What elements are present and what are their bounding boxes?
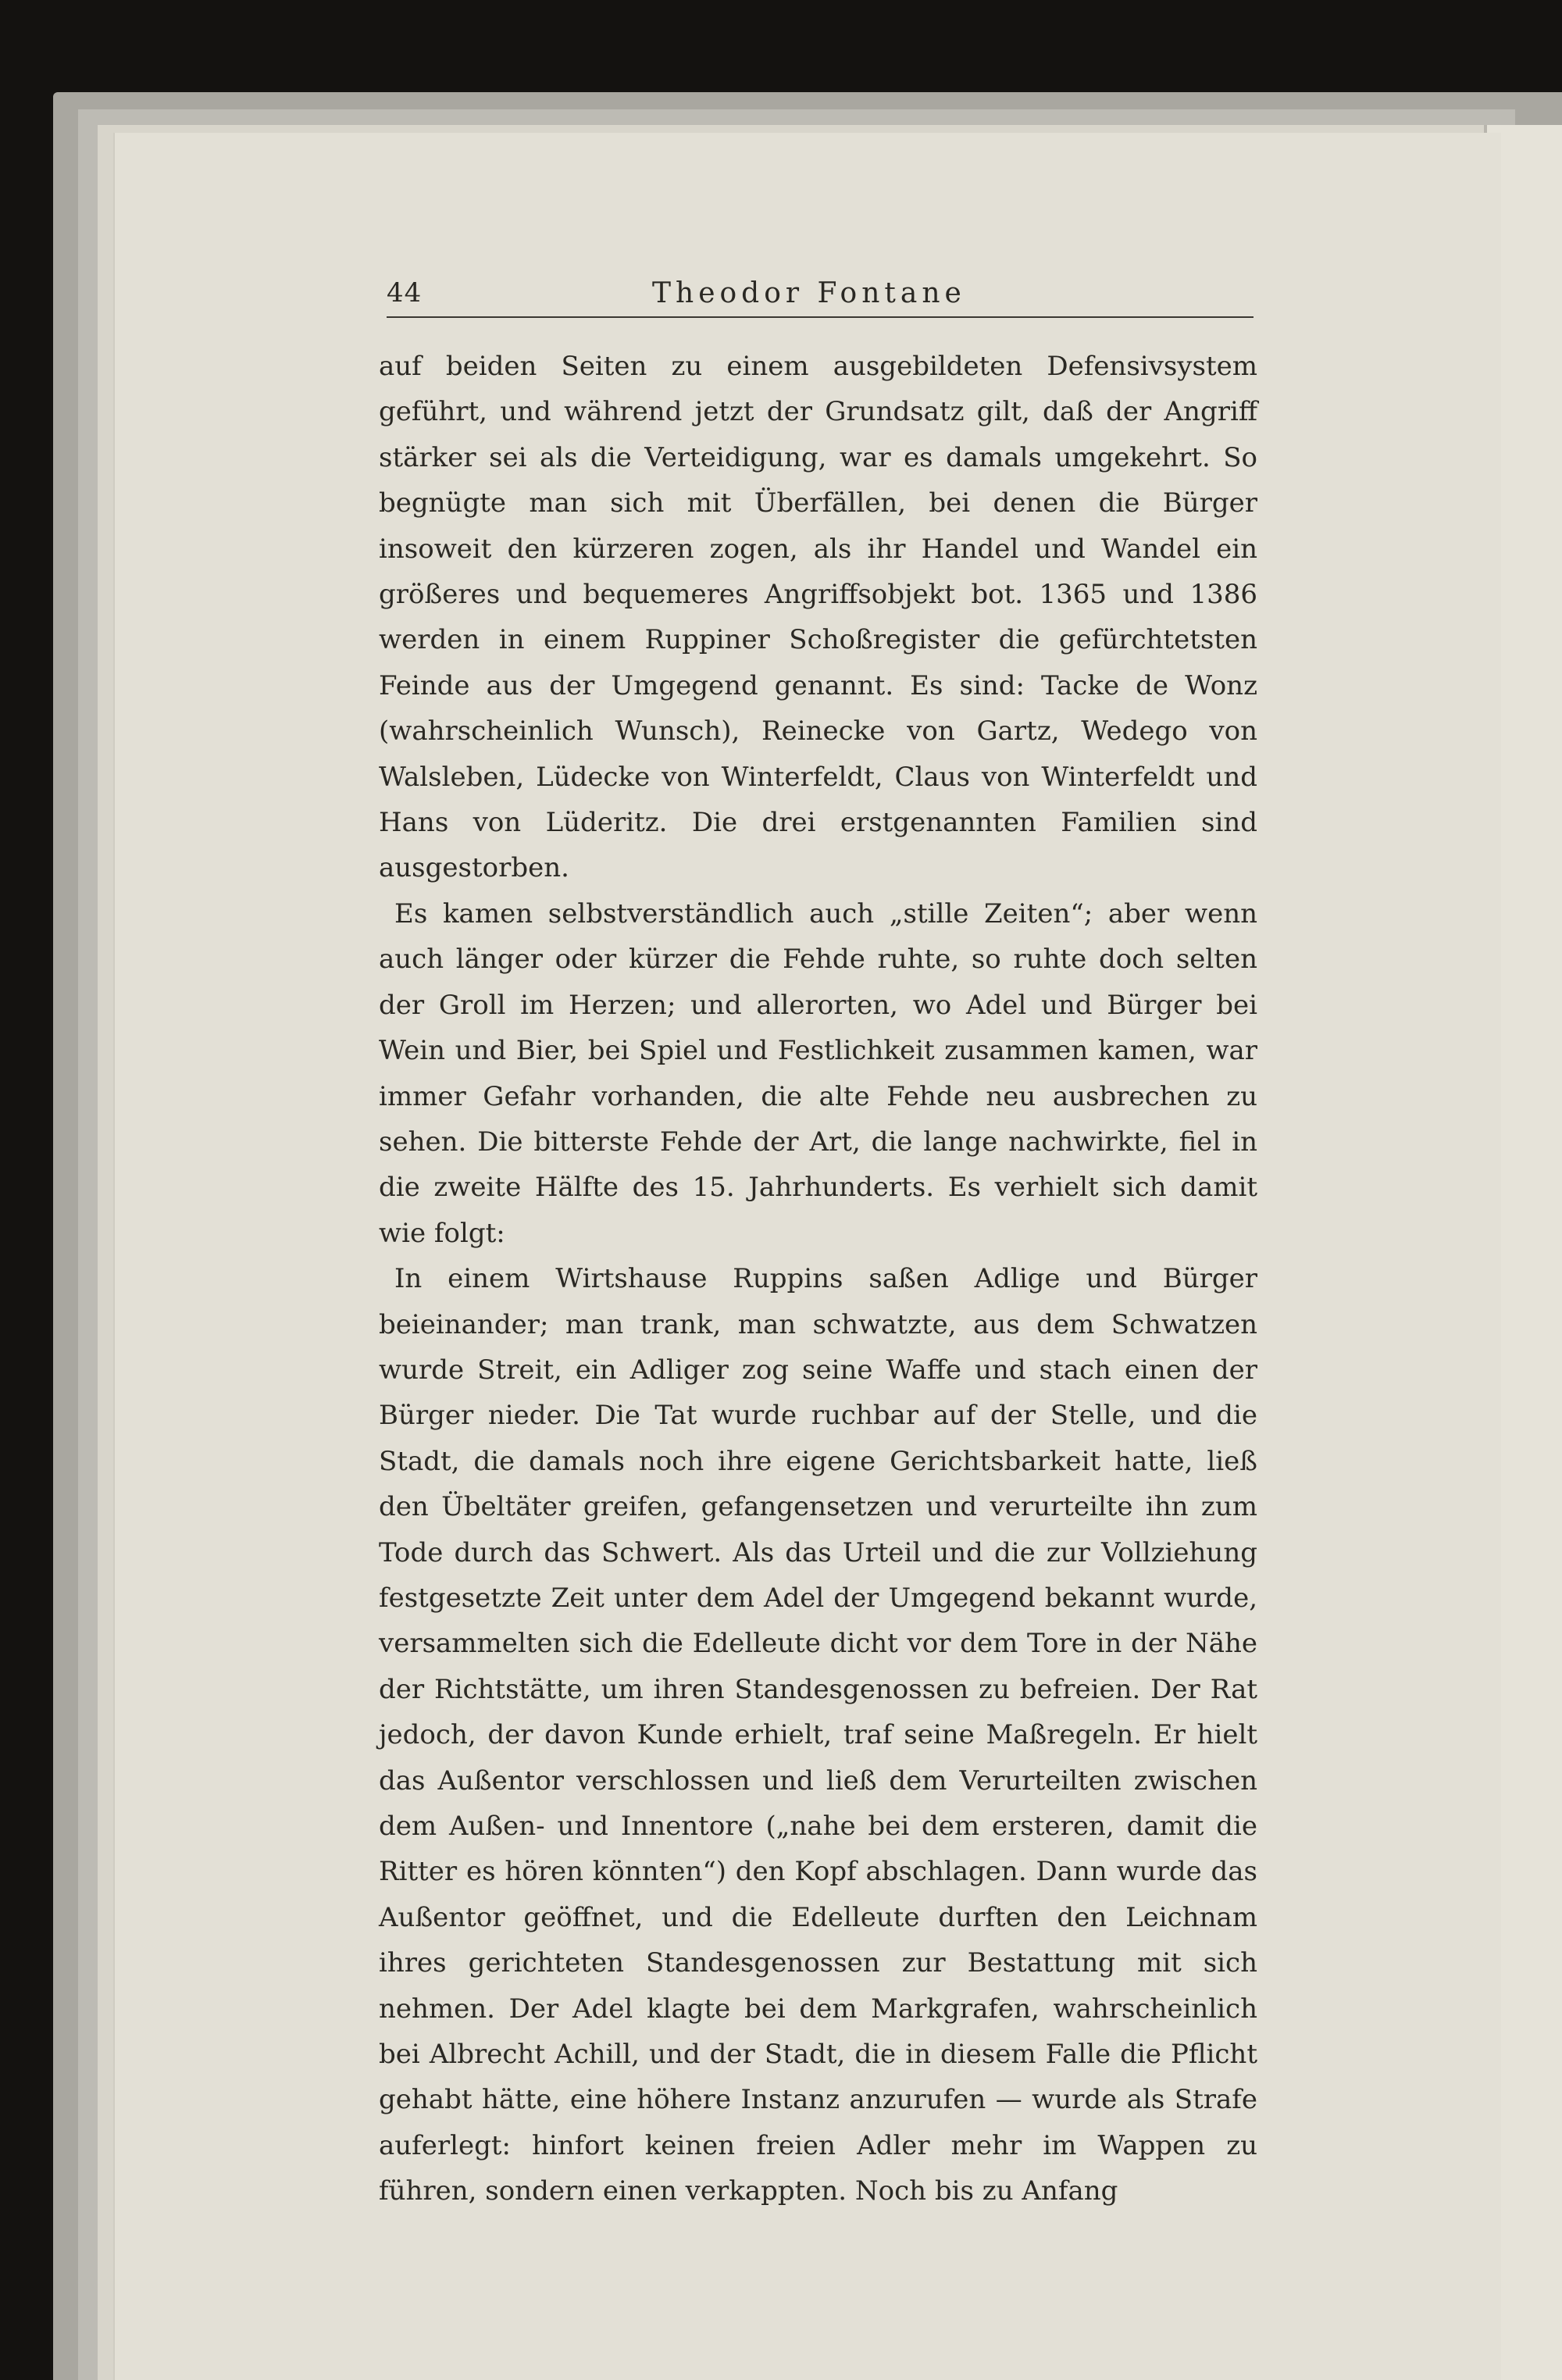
page-header bbox=[387, 277, 1254, 318]
page-number: 44 bbox=[387, 277, 423, 309]
running-head: Theodor Fontane bbox=[652, 277, 966, 309]
paragraph-3: In einem Wirtshause Ruppins saßen Adlige und Bürger beieinander; man trank, man schwatzte, aus dem Schwatzen wurde Streit, ein Adliger zog seine Waffe und stach einen der Bürger nieder. Die Tat wurde ruchbar auf der Stelle, und die Stadt, die damals noch ihre eigene Gerichtsbarkeit hatte, ließ den Übeltäter greifen, gefangensetzen und verurteilte ihn zum Tode durch das Schwert. Als das Urteil und die zur Vollziehung festgesetzte Zeit unter dem Adel der Umgegend bekannt wurde, versammelten sich die Edelleute dicht vor dem Tore in der Nähe der Richtstätte, um ihren Standesgenossen zu befreien. Der Rat jedoch, der davon Kunde erhielt, traf seine Maßregeln. Er hielt das Außentor verschlossen und ließ dem Verurteilten zwischen dem Außen- und Innentore („nahe bei dem ersteren, damit die Ritter es hören könnten“) den Kopf abschlagen. Dann wurde das Außentor geöffnet, und die Edelleute durften den Leichnam ihres gerichteten Standesgenossen zur Bestattung mit sich nehmen. Der Adel klagte bei dem Markgrafen, wahrscheinlich bei Albrecht Achill, und der Stadt, die in diesem Falle die Pflicht gehabt hätte, eine höhere Instanz anzurufen — wurde als Strafe auferlegt: hinfort keinen freien Adler mehr im Wappen zu führen, sondern einen verkappten. Noch bis zu Anfang bbox=[379, 1263, 1257, 2207]
body-text bbox=[379, 344, 1257, 2214]
paragraph-1: auf beiden Seiten zu einem ausgebildeten Defensivsystem geführt, und während jetzt der Grundsatz gilt, daß der Angriff stärker sei als die Verteidigung, war es damals umgekehrt. So begnügte man sich mit Überfällen, bei denen die Bürger insoweit den kürzeren zogen, als ihr Handel und Wandel ein größeres und bequemeres Angriffsobjekt bot. 1365 und 1386 werden in einem Ruppiner Schoßregister die gefürchtetsten Feinde aus der Umgegend genannt. Es sind: Tacke de Wonz (wahrscheinlich Wunsch), Reinecke von Gartz, Wedego von Walsleben, Lüdecke von Winterfeldt, Claus von Winterfeldt und Hans von Lüderitz. Die drei erstgenannten Familien sind ausgestorben. bbox=[379, 351, 1257, 884]
paragraph-2: Es kamen selbstverständlich auch „stille Zeiten“; aber wenn auch länger oder kürzer die Fehde ruhte, so ruhte doch selten der Groll im Herzen; und allerorten, wo Adel und Bürger bei Wein und Bier, bei Spiel und Festlichkeit zusammen kamen, war immer Gefahr vorhanden, die alte Fehde neu ausbrechen zu sehen. Die bitterste Fehde der Art, die lange nachwirkte, fiel in die zweite Hälfte des 15. Jahrhunderts. Es verhielt sich damit wie folgt: bbox=[379, 897, 1257, 1249]
